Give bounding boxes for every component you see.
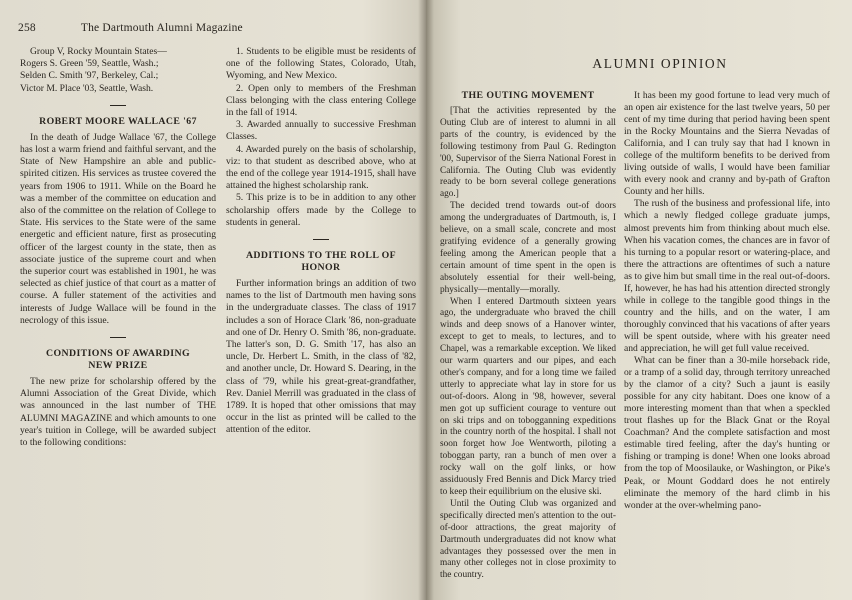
condition-item: 4. Awarded purely on the basis of scholarship, viz: to that student as described above, who at the end of the college year 1914-1915, shall have attained the highest scholarship rank. — [226, 143, 416, 192]
prize-heading-line-2: NEW PRIZE — [88, 360, 148, 372]
wallace-obituary: In the death of Judge Wallace '67, the College has lost a warm friend and faithful servant, and the State of New Hampshire an able and public-spirited citizen. His services as trustee covered the years from 1906 to 1911. While on the Board he was a member of the committee on education and also of the committee on the relation of College to State. His services to the State were of the same energetic and efficient nature, first as prosecuting officer of the largest county in the state, then as associate justice of the supreme court and when the superior court was established in 1901, he was selected as chief justice of that court as a matter of course. A fuller statement of the activities and interests of Judge Wallace will be found in the necrology of this issue. — [20, 131, 216, 326]
magazine-title: The Dartmouth Alumni Magazine — [80, 22, 243, 34]
section-title: ALUMNI OPINION — [592, 56, 728, 71]
outing-paragraph: The rush of the business and professional life, into which a newly fledged college graduate jumps, almost prevents him from thinking about much else. When his vacation comes, the chances are in favor of his turning to a popular resort or watering-place, and there the attractions are oftentimes of such a nature as to give him but small time in the real out-of-doors. If, however, he has had his attention directed strongly while in college to the tangible good things in the country and the hills, and on the water, I am thoroughly convinced that his vacations of after years will be spent outside, where with his greater need and appreciation, he will get full value received. — [624, 198, 830, 354]
outing-paragraph: The decided trend towards out-of doors among the undergraduates of Dartmouth, is, I believe, on a small scale, concrete and most gratifying evidence of a generally growing feeling among the American people that a certain amount of time spent in the open is absolutely essential for their well-being, physically—mentally—morally. — [440, 201, 616, 295]
outing-paragraph: Until the Outing Club was organized and specifically directed men's attention to the out-of-door attractions, the great majority of Dartmouth undergraduates did not know what advantages they possessed over the men in many other colleges not in close proximity to the country. — [440, 498, 616, 581]
right-column-2 — [624, 90, 830, 512]
condition-item: 3. Awarded annually to successive Freshman Classes. — [226, 119, 416, 143]
wallace-heading: ROBERT MOORE WALLACE '67 — [39, 115, 197, 127]
prize-intro: The new prize for scholarship offered by the Alumni Association of the Great Divide, which was announced in the last number of THE ALUMNI MAGAZINE and which amounts to one year's tuition in College, will be awarded subject to the following conditions: — [20, 376, 216, 449]
condition-item: 1. Students to be eligible must be residents of one of the following States, Colorado, Utah, Wyoming, and New Mexico. — [226, 46, 416, 82]
roll-heading-line-2: HONOR — [301, 262, 341, 274]
editor-note: [That the activities represented by the Outing Club are of interest to alumni in all parts of the country, is evidenced by the following testimony from Paul G. Redington '00, Supervisor of the Sierra National Forest in California. The Outing Club was evidently ready to be born several college generations ago.] — [440, 106, 616, 200]
left-column-2 — [226, 46, 416, 437]
prize-heading-line-1: CONDITIONS OF AWARDING — [46, 348, 190, 360]
roll-heading-line-1: ADDITIONS TO THE ROLL OF — [245, 250, 397, 262]
group-line: Rogers S. Green '59, Seattle, Wash.; — [20, 58, 159, 70]
outing-paragraph: What can be finer than a 30-mile horseback ride, or a tramp of a solid day, through territory unreached by the clamor of a city? Such a jaunt is easily possible for any city habitant. Does one know of a more interesting moment than that when a speckled trout flashes up for the Black Gnat or the Royal Coachman? And the complete satisfaction and most estimable tired feeling, after the day's hunting or fishing or tramping is done! When one looks abroad from the top of Moosilauke, or Washington, or Pike's Peak, or Mount Goddard does he not entirely eliminate the memory of the hard climb in his wonder at the over-whelming pano- — [624, 355, 830, 511]
group-line: Selden C. Smith '97, Berkeley, Cal.; — [20, 70, 159, 82]
condition-item: 5. This prize is to be in addition to any other scholarship offers made by the College to students in general. — [226, 192, 416, 228]
divider — [313, 239, 329, 240]
page-number: 258 — [18, 22, 36, 34]
roll-of-honor-text: Further information brings an addition of two names to the list of Dartmouth men having sons in the undergraduate classes. The class of 1917 includes a son of Horace Clark '86, non-graduate and one of Dr. Henry O. Smith '86, non-graduate. The latter's son, D. G. Smith '17, has also an uncle, Dr. Herbert L. Smith, in the class of '82, and another uncle, Dr. Howard S. Dearing, in the class of '79, while his great-great-grandfather, Rev. Daniel Merrill was graduated in the class of 1789. It is hoped that other omissions that may occur in the list as printed will be called to the attention of the editor. — [226, 278, 416, 436]
group-line: Group V, Rocky Mountain States— — [30, 46, 167, 57]
divider — [110, 105, 126, 106]
running-head — [18, 22, 418, 34]
group-line: Victor M. Place '03, Seattle, Wash. — [20, 82, 154, 94]
left-column-1 — [20, 46, 216, 449]
outing-heading: THE OUTING MOVEMENT — [461, 90, 595, 101]
outing-paragraph: When I entered Dartmouth sixteen years ago, the undergraduate who braved the chill winds and deep snows of a Hanover winter, except to get to meals, to lectures, and to Chapel, was a remarkable exception. We liked our warm quarters and our pipes, and each other's company, and for a long time we failed utterly to appreciate what lay in store for us out-of-doors. Along in '98, however, several men got up sufficient courage to venture out on ski trips and on tobogganning expeditions in the country north of the hospital. I shall not soon forget how Joe Wentworth, piloting a toboggan party, ran a bunch of men over a rocky wall on the golf links, or how assiduously Fred Bennis and Dick Marcy tried to keep their equilibrium on the elusive ski. — [440, 296, 616, 497]
condition-item: 2. Open only to members of the Freshman Class belonging with the class entering College in the fall of 1914. — [226, 82, 416, 119]
right-column-1 — [440, 90, 616, 582]
book-gutter — [418, 0, 434, 600]
divider — [110, 337, 126, 338]
outing-paragraph: It has been my good fortune to lead very much of an open air existence for the last twelve years, 50 per cent of my time during that period having been spent in the Rocky Mountains and the Sierra Nevadas of California, and I can truly say that had I known in college of the multiform benefits to be derived from living outside of walls, I would have been familiar with every nook and cranny and by-path of Grafton County and her hills. — [624, 90, 830, 198]
